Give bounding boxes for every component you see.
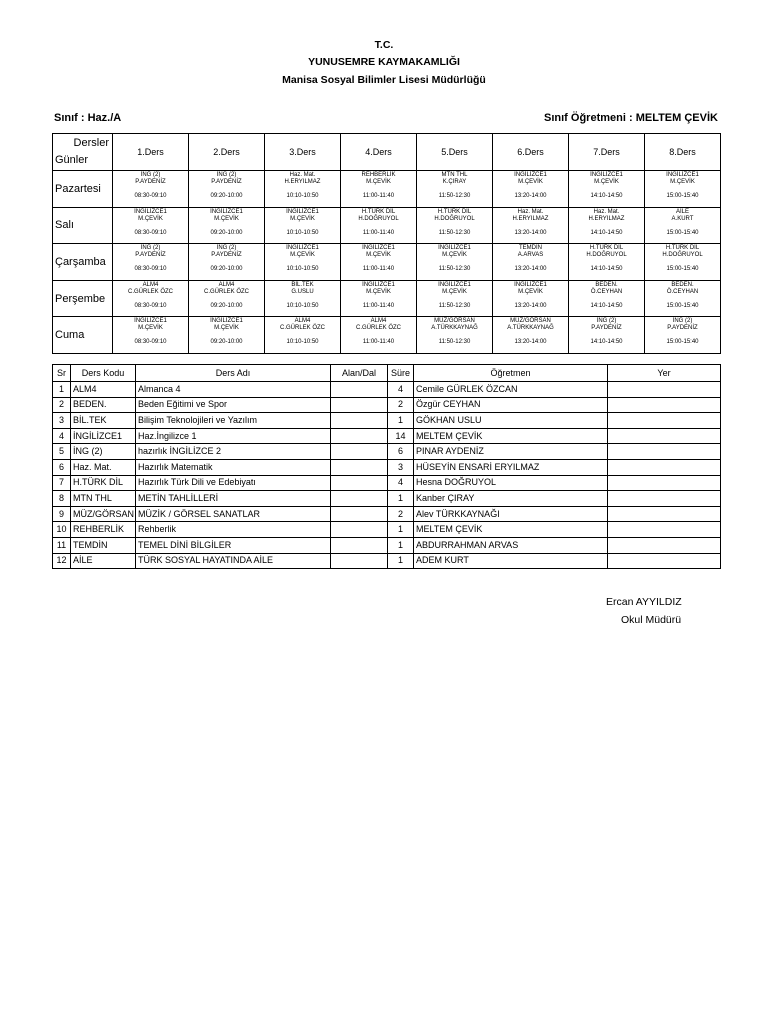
- lesson-course: Haz. Mat.: [517, 208, 544, 215]
- course-code: REHBERLİK: [71, 522, 136, 538]
- course-room: [608, 459, 721, 475]
- course-field: [331, 475, 388, 491]
- lesson-time: 09:20-10:00: [210, 302, 243, 309]
- lesson-teacher: M.ÇEVİK: [366, 252, 391, 259]
- course-hours: 2: [388, 506, 414, 522]
- course-name: Hazırlık Matematik: [136, 459, 331, 475]
- lesson-cell: [493, 207, 569, 244]
- lesson-course: ALM4: [370, 318, 387, 325]
- lesson-cell: [189, 171, 265, 208]
- course-teacher: HÜSEYİN ENSARİ ERYILMAZ: [414, 459, 608, 475]
- lesson-teacher: H.ERYILMAZ: [512, 215, 549, 222]
- lesson-course: İNGİLİZCE1: [210, 208, 243, 215]
- course-hours: 1: [388, 522, 414, 538]
- lesson-time: 11:50-12:30: [438, 302, 471, 309]
- course-teacher: Özgür CEYHAN: [414, 397, 608, 413]
- class-label: Sınıf : Haz./A: [54, 112, 122, 124]
- lesson-teacher: M.ÇEVİK: [290, 252, 315, 259]
- corner-label-lessons: Dersler: [73, 137, 109, 149]
- lesson-course: MTN THL: [441, 172, 468, 178]
- lesson-course: İNGİLİZCE1: [514, 281, 547, 288]
- col-header-name: Ders Adı: [136, 365, 331, 382]
- lesson-time: 13:20-14:00: [514, 193, 547, 199]
- lesson-teacher: P.AYDENİZ: [211, 179, 242, 185]
- course-hours: 1: [388, 491, 414, 507]
- course-code: BEDEN.: [71, 397, 136, 413]
- lesson-time: 15:00-15:40: [666, 193, 699, 199]
- course-field: [331, 506, 388, 522]
- class-teacher-label: Sınıf Öğretmeni : MELTEM ÇEVİK: [544, 112, 718, 124]
- course-name: Beden Eğitimi ve Spor: [136, 397, 331, 413]
- lesson-course: İNG (2): [140, 245, 161, 252]
- lesson-time: 14:10-14:50: [590, 266, 623, 273]
- lesson-time: 11:50-12:30: [438, 229, 471, 236]
- table-row: [53, 397, 721, 413]
- lesson-teacher: A.TÜRKKAYNAĞ: [507, 325, 554, 332]
- lesson-teacher: C.GÜRLEK ÖZC: [355, 325, 401, 332]
- course-sr: 8: [53, 491, 71, 507]
- lesson-time: 11:50-12:30: [438, 193, 471, 199]
- day-name: Cuma: [53, 317, 113, 354]
- course-teacher: Alev TÜRKKAYNAĞI: [414, 506, 608, 522]
- lesson-cell: [265, 207, 341, 244]
- lesson-course: H.TÜRK DİL: [665, 245, 700, 252]
- lesson-cell: [341, 244, 417, 281]
- course-hours: 3: [388, 459, 414, 475]
- lesson-cell: [493, 317, 569, 354]
- course-sr: 11: [53, 537, 71, 553]
- lesson-time: 11:00-11:40: [362, 229, 395, 236]
- lesson-teacher: P.AYDENİZ: [211, 252, 242, 259]
- lesson-time: 14:10-14:50: [590, 302, 623, 309]
- lesson-cell: [265, 171, 341, 208]
- course-name: Hazırlık Türk Dili ve Edebiyatı: [136, 475, 331, 491]
- course-room: [608, 444, 721, 460]
- lesson-teacher: H.ERYILMAZ: [588, 215, 625, 222]
- lesson-cell: [417, 207, 493, 244]
- course-code: İNG (2): [71, 444, 136, 460]
- weekly-timetable: [52, 133, 721, 354]
- course-code: İNGİLİZCE1: [71, 428, 136, 444]
- lesson-cell: [341, 171, 417, 208]
- lesson-teacher: M.ÇEVİK: [518, 179, 543, 185]
- table-row: [53, 522, 721, 538]
- lesson-course: İNGİLİZCE1: [134, 208, 167, 215]
- lesson-course: İNGİLİZCE1: [362, 281, 395, 288]
- lesson-course: İNGİLİZCE1: [362, 245, 395, 252]
- course-hours: 1: [388, 413, 414, 429]
- lesson-time: 11:00-11:40: [362, 193, 395, 199]
- period-header: 5.Ders: [417, 134, 493, 171]
- course-hours: 4: [388, 475, 414, 491]
- lesson-cell: [341, 317, 417, 354]
- lesson-course: İNGİLİZCE1: [438, 281, 471, 288]
- lesson-cell: [341, 280, 417, 317]
- lesson-cell: [189, 317, 265, 354]
- table-row: [53, 491, 721, 507]
- table-row: [53, 382, 721, 398]
- period-header: 2.Ders: [189, 134, 265, 171]
- course-code: MTN THL: [71, 491, 136, 507]
- course-field: [331, 522, 388, 538]
- course-field: [331, 397, 388, 413]
- course-hours: 6: [388, 444, 414, 460]
- lesson-course: İNGİLİZCE1: [514, 172, 547, 178]
- course-room: [608, 491, 721, 507]
- col-header-teacher: Öğretmen: [414, 365, 608, 382]
- course-name: Rehberlik: [136, 522, 331, 538]
- lesson-cell: [569, 171, 645, 208]
- lesson-course: İNGİLİZCE1: [134, 318, 167, 325]
- lesson-teacher: M.ÇEVİK: [366, 288, 391, 295]
- table-row: [53, 428, 721, 444]
- lesson-course: İNGİLİZCE1: [286, 245, 319, 252]
- lesson-cell: [189, 207, 265, 244]
- day-row: [53, 280, 721, 317]
- principal-name: Ercan AYYILDIZ: [606, 596, 682, 608]
- course-code: BİL.TEK: [71, 413, 136, 429]
- course-room: [608, 413, 721, 429]
- course-name: Haz.İngilizce 1: [136, 428, 331, 444]
- course-teacher: Kanber ÇIRAY: [414, 491, 608, 507]
- course-hours: 1: [388, 537, 414, 553]
- lesson-teacher: P.AYDENİZ: [667, 325, 698, 332]
- course-sr: 7: [53, 475, 71, 491]
- day-row: [53, 207, 721, 244]
- lesson-course: Haz. Mat.: [593, 208, 620, 215]
- lesson-course: MÜZ/GÖRSAN: [510, 318, 551, 325]
- lesson-teacher: A.TÜRKKAYNAĞ: [431, 325, 478, 332]
- lesson-time: 15:00-15:40: [666, 229, 699, 236]
- course-room: [608, 428, 721, 444]
- lesson-course: BEDEN.: [595, 281, 618, 288]
- course-code: AİLE: [71, 553, 136, 569]
- course-sr: 9: [53, 506, 71, 522]
- lesson-cell: [569, 317, 645, 354]
- lesson-course: İNG (2): [672, 318, 693, 325]
- lesson-course: BİL.TEK: [291, 281, 314, 288]
- lesson-course: İNG (2): [596, 318, 617, 325]
- lesson-time: 09:20-10:00: [210, 266, 243, 273]
- lesson-course: İNGİLİZCE1: [666, 172, 699, 178]
- lesson-teacher: M.ÇEVİK: [290, 215, 315, 222]
- lesson-teacher: P.AYDENİZ: [135, 179, 166, 185]
- lesson-course: İNGİLİZCE1: [210, 318, 243, 325]
- timetable-body: [53, 171, 721, 354]
- lesson-time: 08:30-09:10: [134, 302, 167, 309]
- lesson-teacher: Ö.CEYHAN: [666, 288, 699, 295]
- col-header-room: Yer: [608, 365, 721, 382]
- course-room: [608, 475, 721, 491]
- course-code: Haz. Mat.: [71, 459, 136, 475]
- table-row: [53, 537, 721, 553]
- course-field: [331, 459, 388, 475]
- day-row: [53, 317, 721, 354]
- lesson-course: TEMDİN: [519, 245, 542, 252]
- lesson-teacher: M.ÇEVİK: [138, 215, 163, 222]
- day-name: Çarşamba: [53, 244, 113, 281]
- lesson-teacher: M.ÇEVİK: [442, 252, 467, 259]
- course-field: [331, 537, 388, 553]
- course-hours: 1: [388, 553, 414, 569]
- lesson-course: BEDEN.: [671, 281, 694, 288]
- period-header: 6.Ders: [493, 134, 569, 171]
- lesson-course: İNGİLİZCE1: [590, 172, 623, 178]
- course-teacher: MELTEM ÇEVİK: [414, 522, 608, 538]
- lesson-time: 09:20-10:00: [210, 193, 243, 199]
- course-field: [331, 382, 388, 398]
- course-teacher: ABDURRAHMAN ARVAS: [414, 537, 608, 553]
- course-sr: 3: [53, 413, 71, 429]
- lesson-teacher: M.ÇEVİK: [214, 215, 239, 222]
- lesson-time: 13:20-14:00: [514, 266, 547, 273]
- lesson-teacher: H.DOĞRUYOL: [586, 252, 627, 259]
- course-teacher: MELTEM ÇEVİK: [414, 428, 608, 444]
- lesson-time: 10:10-10:50: [286, 266, 319, 273]
- course-name: METİN TAHLİLLERİ: [136, 491, 331, 507]
- lesson-time: 08:30-09:10: [134, 266, 167, 273]
- lesson-cell: [493, 171, 569, 208]
- lesson-cell: [645, 317, 721, 354]
- lesson-cell: [189, 244, 265, 281]
- course-sr: 1: [53, 382, 71, 398]
- lesson-course: İNGİLİZCE1: [286, 208, 319, 215]
- lesson-time: 13:20-14:00: [514, 339, 547, 346]
- lesson-course: İNG (2): [140, 172, 161, 178]
- lesson-teacher: C.GÜRLEK ÖZC: [203, 288, 249, 295]
- course-teacher: PINAR AYDENİZ: [414, 444, 608, 460]
- lesson-cell: [189, 280, 265, 317]
- lesson-time: 11:00-11:40: [362, 302, 395, 309]
- day-row: [53, 244, 721, 281]
- lesson-cell: [113, 280, 189, 317]
- course-name: MÜZİK / GÖRSEL SANATLAR: [136, 506, 331, 522]
- lesson-cell: [265, 244, 341, 281]
- lesson-cell: [645, 280, 721, 317]
- lesson-teacher: H.DOĞRUYOL: [358, 215, 399, 222]
- lesson-teacher: M.ÇEVİK: [138, 325, 163, 332]
- lesson-cell: [265, 317, 341, 354]
- header-district: YUNUSEMRE KAYMAKAMLIĞI: [308, 56, 460, 68]
- course-name: Almanca 4: [136, 382, 331, 398]
- lesson-cell: [645, 171, 721, 208]
- lesson-course: İNG (2): [216, 172, 237, 178]
- lesson-teacher: P.AYDENİZ: [135, 252, 166, 259]
- lesson-teacher: M.ÇEVİK: [214, 325, 239, 332]
- lesson-cell: [569, 207, 645, 244]
- lesson-cell: [645, 207, 721, 244]
- timetable-header-row: [53, 134, 721, 171]
- lesson-time: 08:30-09:10: [134, 193, 167, 199]
- lesson-time: 14:10-14:50: [590, 193, 623, 199]
- course-code: ALM4: [71, 382, 136, 398]
- lesson-course: ALM4: [142, 281, 159, 288]
- course-name: TÜRK SOSYAL HAYATINDA AİLE: [136, 553, 331, 569]
- lesson-time: 08:30-09:10: [134, 339, 167, 346]
- lesson-cell: [493, 244, 569, 281]
- course-sr: 5: [53, 444, 71, 460]
- period-header: 7.Ders: [569, 134, 645, 171]
- lesson-time: 13:20-14:00: [514, 229, 547, 236]
- lesson-time: 15:00-15:40: [666, 302, 699, 309]
- lesson-teacher: Ö.CEYHAN: [590, 288, 623, 295]
- header-country: T.C.: [374, 39, 394, 51]
- lesson-cell: [265, 280, 341, 317]
- col-header-field: Alan/Dal: [331, 365, 388, 382]
- day-row: [53, 171, 721, 208]
- course-teacher: GÖKHAN USLU: [414, 413, 608, 429]
- lesson-cell: [645, 244, 721, 281]
- lesson-course: AİLE: [675, 208, 689, 215]
- lesson-time: 11:00-11:40: [362, 266, 395, 273]
- lesson-time: 10:10-10:50: [286, 302, 319, 309]
- lesson-course: H.TÜRK DİL: [437, 208, 472, 215]
- lesson-time: 09:20-10:00: [210, 339, 243, 346]
- lesson-cell: [113, 244, 189, 281]
- table-row: [53, 459, 721, 475]
- period-header: 1.Ders: [113, 134, 189, 171]
- course-field: [331, 553, 388, 569]
- period-header: 4.Ders: [341, 134, 417, 171]
- course-sr: 12: [53, 553, 71, 569]
- lesson-course: İNGİLİZCE1: [438, 245, 471, 252]
- course-room: [608, 537, 721, 553]
- table-row: [53, 553, 721, 569]
- lesson-cell: [417, 244, 493, 281]
- lesson-teacher: M.ÇEVİK: [670, 179, 695, 185]
- course-list-header-row: [53, 365, 721, 382]
- day-name: Salı: [53, 207, 113, 244]
- course-sr: 6: [53, 459, 71, 475]
- lesson-cell: [113, 317, 189, 354]
- lesson-cell: [493, 280, 569, 317]
- course-field: [331, 413, 388, 429]
- lesson-time: 08:30-09:10: [134, 229, 167, 236]
- lesson-teacher: A.ARVAS: [517, 252, 544, 259]
- course-list-body: [53, 382, 721, 569]
- lesson-time: 09:20-10:00: [210, 229, 243, 236]
- lesson-course: İNG (2): [216, 245, 237, 252]
- course-room: [608, 506, 721, 522]
- lesson-teacher: H.DOĞRUYOL: [662, 252, 703, 259]
- lesson-teacher: M.ÇEVİK: [442, 288, 467, 295]
- course-name: hazırlık İNGİLİZCE 2: [136, 444, 331, 460]
- lesson-time: 10:10-10:50: [286, 339, 319, 346]
- lesson-time: 10:10-10:50: [286, 193, 319, 199]
- lesson-cell: [417, 280, 493, 317]
- corner-label-days: Günler: [55, 154, 89, 166]
- header-school: Manisa Sosyal Bilimler Lisesi Müdürlüğü: [282, 74, 486, 86]
- course-code: MÜZ/GÖRSAN: [71, 506, 136, 522]
- lesson-teacher: H.ERYILMAZ: [284, 179, 321, 185]
- table-row: [53, 506, 721, 522]
- course-name: Bilişim Teknolojileri ve Yazılım: [136, 413, 331, 429]
- lesson-cell: [569, 280, 645, 317]
- lesson-teacher: M.ÇEVİK: [518, 288, 543, 295]
- day-name: Pazartesi: [53, 171, 113, 208]
- lesson-cell: [417, 317, 493, 354]
- lesson-cell: [113, 207, 189, 244]
- lesson-cell: [569, 244, 645, 281]
- course-list-table: [52, 364, 721, 569]
- course-teacher: ADEM KURT: [414, 553, 608, 569]
- day-name: Perşembe: [53, 280, 113, 317]
- col-header-code: Ders Kodu: [71, 365, 136, 382]
- lesson-teacher: C.GÜRLEK ÖZC: [127, 288, 173, 295]
- lesson-teacher: G.USLU: [291, 288, 314, 295]
- lesson-time: 14:10-14:50: [590, 339, 623, 346]
- course-room: [608, 522, 721, 538]
- lesson-time: 13:20-14:00: [514, 302, 547, 309]
- lesson-course: ALM4: [294, 318, 311, 325]
- period-header: 3.Ders: [265, 134, 341, 171]
- lesson-time: 15:00-15:40: [666, 339, 699, 346]
- table-row: [53, 444, 721, 460]
- lesson-teacher: K.ÇIRAY: [442, 179, 467, 185]
- lesson-cell: [341, 207, 417, 244]
- col-header-hours: Süre: [388, 365, 414, 382]
- principal-title: Okul Müdürü: [621, 614, 682, 626]
- lesson-time: 11:00-11:40: [362, 339, 395, 346]
- lesson-cell: [113, 171, 189, 208]
- lesson-teacher: M.ÇEVİK: [594, 179, 619, 185]
- course-sr: 2: [53, 397, 71, 413]
- lesson-teacher: C.GÜRLEK ÖZC: [279, 325, 325, 332]
- course-sr: 4: [53, 428, 71, 444]
- period-header: 8.Ders: [645, 134, 721, 171]
- lesson-course: REHBERLİK: [361, 172, 396, 178]
- lesson-time: 10:10-10:50: [286, 229, 319, 236]
- lesson-time: 15:00-15:40: [666, 266, 699, 273]
- lesson-teacher: A.KURT: [671, 215, 694, 222]
- lesson-cell: [417, 171, 493, 208]
- col-header-sr: Sr: [53, 365, 71, 382]
- lesson-teacher: H.DOĞRUYOL: [434, 215, 475, 222]
- course-field: [331, 428, 388, 444]
- course-teacher: Hesna DOĞRUYOL: [414, 475, 608, 491]
- course-name: TEMEL DİNİ BİLGİLER: [136, 537, 331, 553]
- course-hours: 2: [388, 397, 414, 413]
- course-code: TEMDİN: [71, 537, 136, 553]
- lesson-teacher: P.AYDENİZ: [591, 325, 622, 332]
- lesson-time: 14:10-14:50: [590, 229, 623, 236]
- course-sr: 10: [53, 522, 71, 538]
- lesson-course: ALM4: [218, 281, 235, 288]
- corner-cell: [53, 134, 113, 171]
- course-hours: 4: [388, 382, 414, 398]
- course-teacher: Cemile GÜRLEK ÖZCAN: [414, 382, 608, 398]
- course-room: [608, 553, 721, 569]
- course-hours: 14: [388, 428, 414, 444]
- lesson-teacher: M.ÇEVİK: [366, 179, 391, 185]
- lesson-course: MÜZ/GÖRSAN: [434, 318, 475, 325]
- lesson-course: H.TÜRK DİL: [361, 208, 396, 215]
- table-row: [53, 475, 721, 491]
- lesson-time: 11:50-12:30: [438, 266, 471, 273]
- course-code: H.TÜRK DİL: [71, 475, 136, 491]
- course-field: [331, 491, 388, 507]
- lesson-time: 11:50-12:30: [438, 339, 471, 346]
- course-field: [331, 444, 388, 460]
- lesson-course: Haz. Mat.: [289, 172, 316, 178]
- lesson-course: H.TÜRK DİL: [589, 245, 624, 252]
- course-room: [608, 382, 721, 398]
- table-row: [53, 413, 721, 429]
- course-room: [608, 397, 721, 413]
